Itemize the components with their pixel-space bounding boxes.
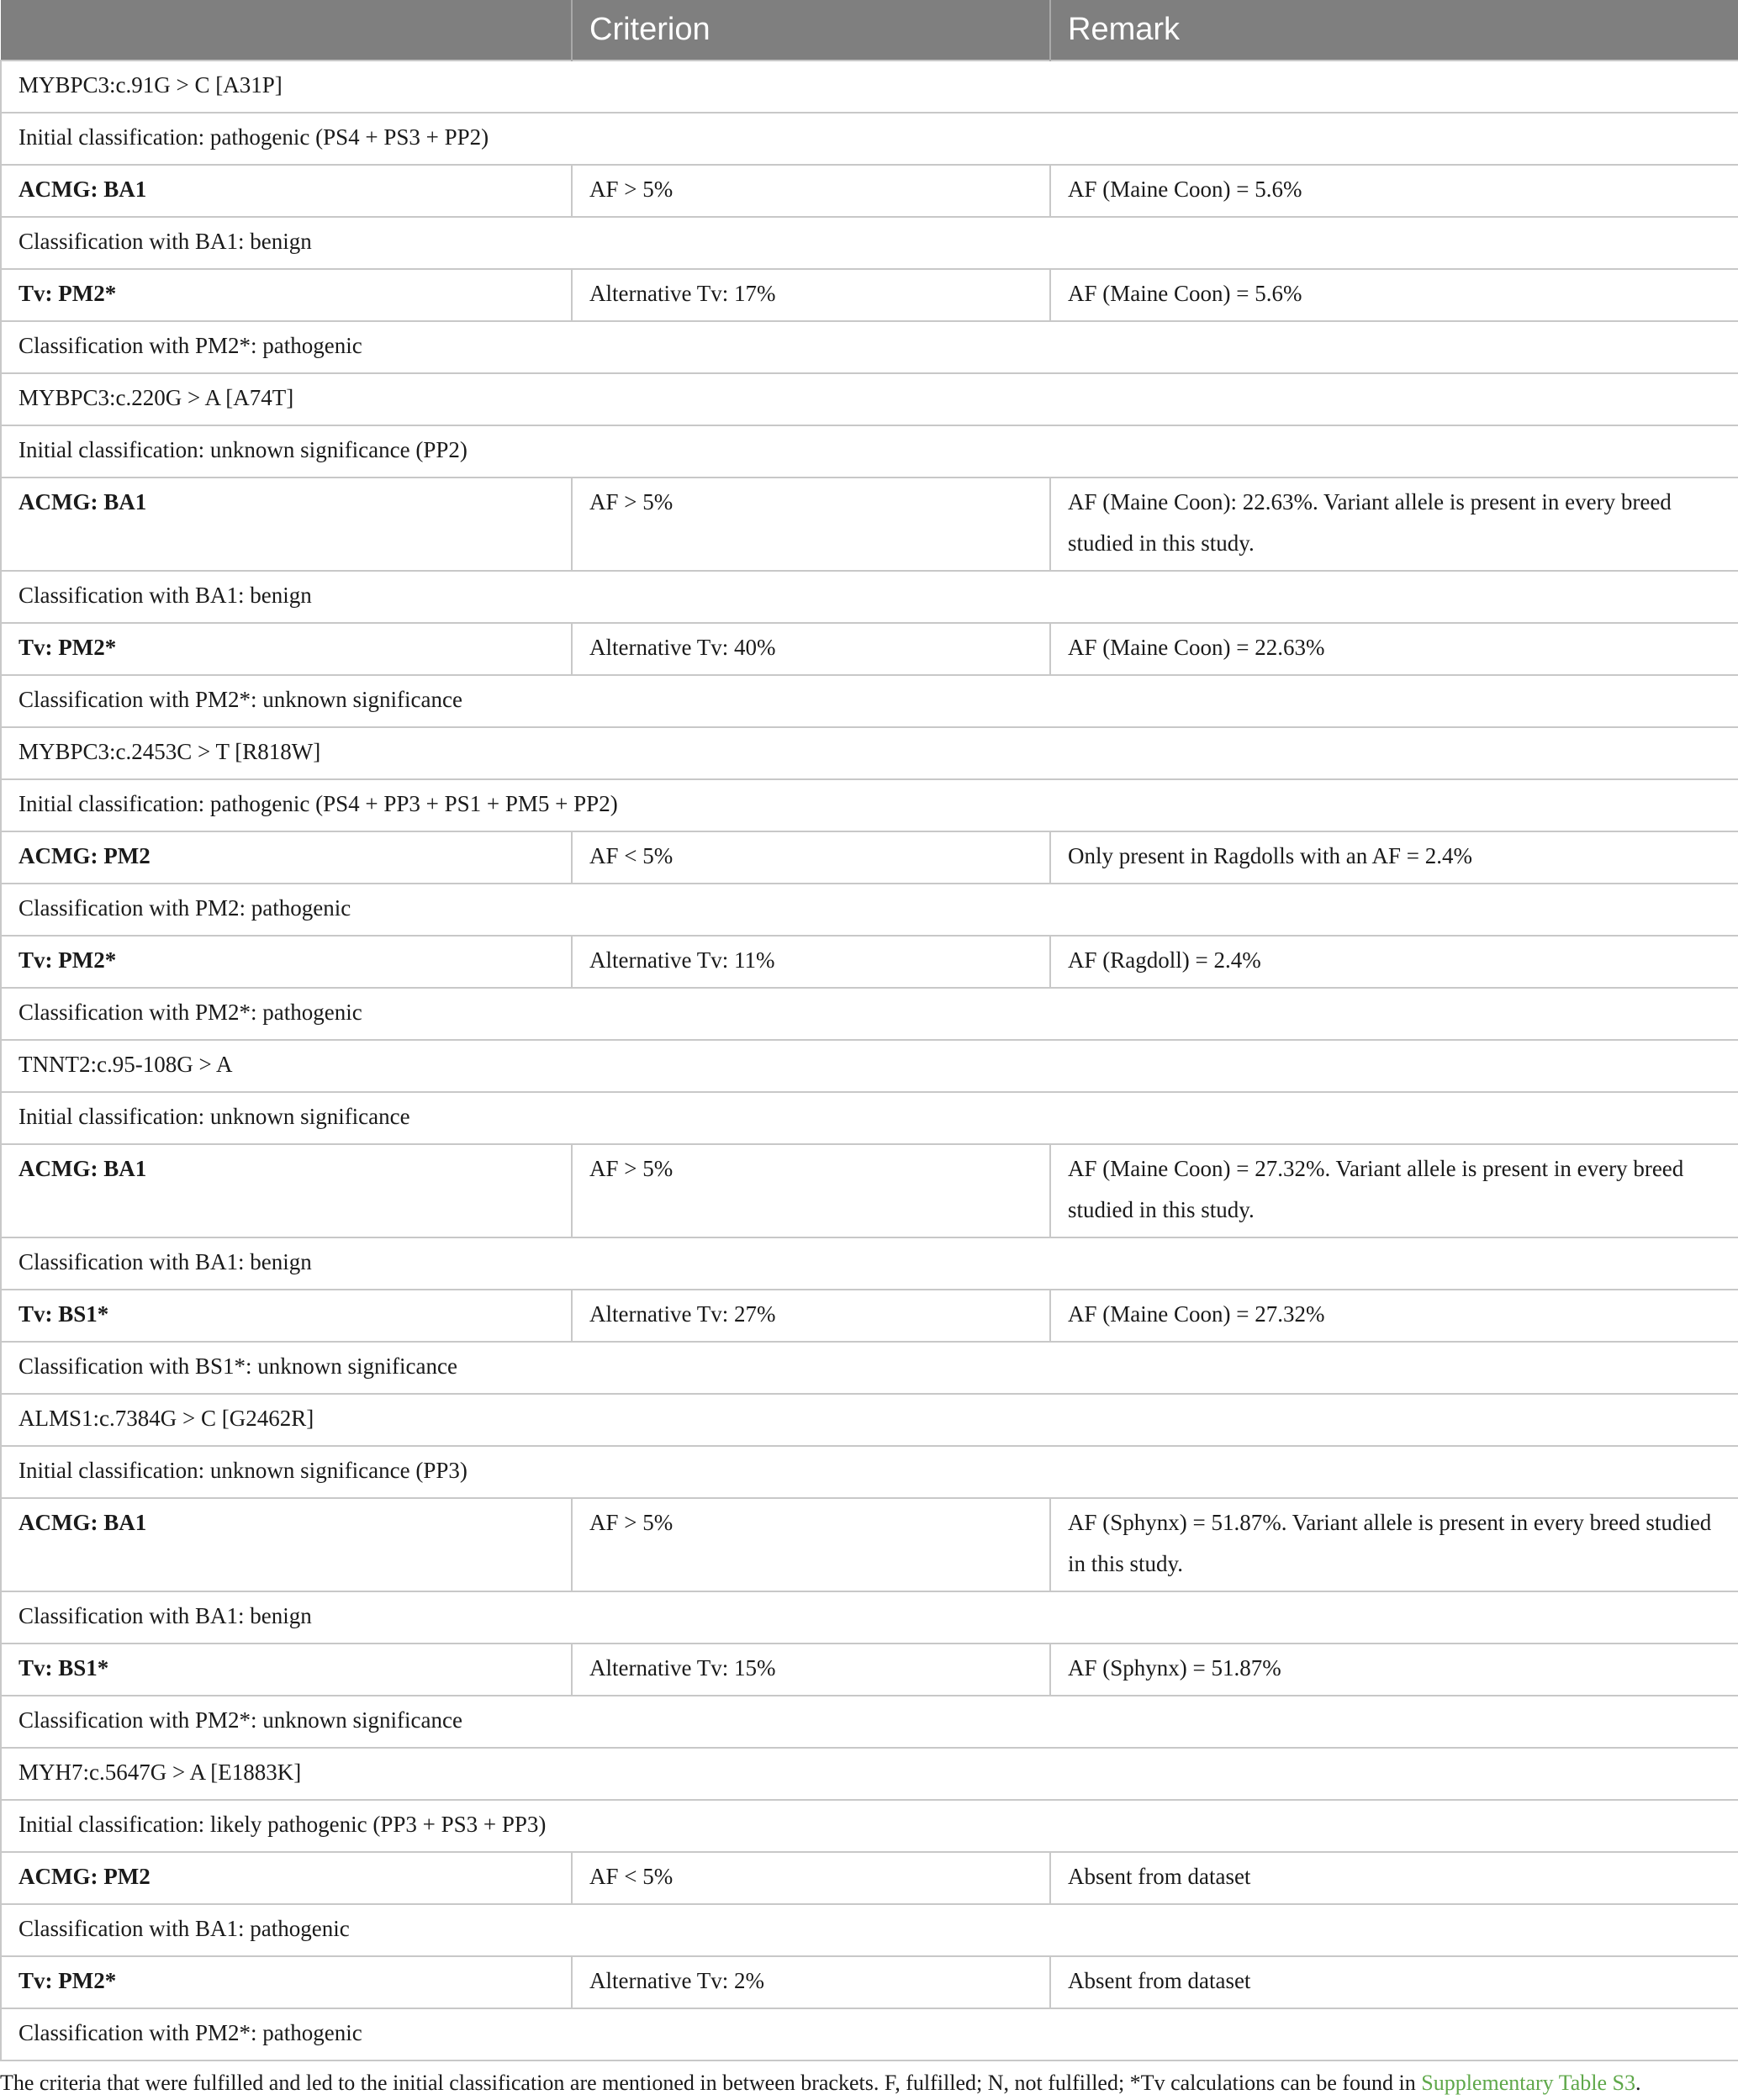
- row-label-cell: Classification with PM2: pathogenic: [1, 884, 1738, 936]
- remark-cell: AF (Maine Coon): 22.63%. Variant allele is present in every breed studied in this study.: [1050, 478, 1738, 571]
- table-row-label: [1, 1092, 1738, 1144]
- row-label-cell: Classification with PM2*: unknown significance: [1, 1696, 1738, 1748]
- remark-cell: AF (Maine Coon) = 27.32%: [1050, 1290, 1738, 1342]
- table-row-label: [1, 779, 1738, 831]
- criterion-code-cell: Tv: BS1*: [1, 1644, 572, 1696]
- table-row-label: [1, 727, 1738, 779]
- table-row-label: [1, 61, 1738, 113]
- table-body: [1, 61, 1738, 2060]
- table-row-criterion: [1, 269, 1738, 321]
- table-row-criterion: [1, 1498, 1738, 1591]
- criterion-cell: AF < 5%: [572, 1852, 1050, 1904]
- criterion-code-cell: Tv: PM2*: [1, 269, 572, 321]
- criterion-code-cell: Tv: PM2*: [1, 623, 572, 675]
- row-label-cell: Initial classification: unknown significance (PP2): [1, 425, 1738, 478]
- remark-cell: Only present in Ragdolls with an AF = 2.4%: [1050, 831, 1738, 884]
- table-row-criterion: [1, 165, 1738, 217]
- row-label-cell: Initial classification: likely pathogenic (PP3 + PS3 + PP3): [1, 1800, 1738, 1852]
- remark-cell: Absent from dataset: [1050, 1852, 1738, 1904]
- criterion-code-cell: Tv: PM2*: [1, 936, 572, 988]
- table-header-row: [1, 0, 1738, 61]
- row-label-cell: Classification with BA1: pathogenic: [1, 1904, 1738, 1956]
- footnote-text: The criteria that were fulfilled and led to the initial classification are mentioned in between brackets. F, fulfilled; N, not fulfilled; *Tv calculations can be found in: [0, 2071, 1422, 2095]
- row-label-cell: ALMS1:c.7384G > C [G2462R]: [1, 1394, 1738, 1446]
- criterion-cell: Alternative Tv: 17%: [572, 269, 1050, 321]
- row-label-cell: Classification with BA1: benign: [1, 217, 1738, 269]
- table-row-label: [1, 1800, 1738, 1852]
- table-row-label: [1, 321, 1738, 373]
- remark-cell: AF (Maine Coon) = 5.6%: [1050, 269, 1738, 321]
- criterion-cell: AF > 5%: [572, 165, 1050, 217]
- header-criterion: Criterion: [572, 0, 1050, 61]
- table-row-criterion: [1, 478, 1738, 571]
- criterion-cell: Alternative Tv: 15%: [572, 1644, 1050, 1696]
- table-row-label: [1, 1446, 1738, 1498]
- table-row-label: [1, 1696, 1738, 1748]
- row-label-cell: Classification with PM2*: pathogenic: [1, 321, 1738, 373]
- criterion-code-cell: Tv: BS1*: [1, 1290, 572, 1342]
- row-label-cell: Initial classification: pathogenic (PS4 + PS3 + PP2): [1, 113, 1738, 165]
- row-label-cell: MYBPC3:c.220G > A [A74T]: [1, 373, 1738, 425]
- row-label-cell: Classification with PM2*: pathogenic: [1, 2008, 1738, 2060]
- criterion-code-cell: ACMG: BA1: [1, 478, 572, 571]
- criterion-cell: Alternative Tv: 11%: [572, 936, 1050, 988]
- criterion-cell: Alternative Tv: 27%: [572, 1290, 1050, 1342]
- table-row-label: [1, 1237, 1738, 1290]
- table-row-criterion: [1, 1290, 1738, 1342]
- row-label-cell: Classification with PM2*: unknown significance: [1, 675, 1738, 727]
- remark-cell: AF (Maine Coon) = 5.6%: [1050, 165, 1738, 217]
- row-label-cell: Classification with PM2*: pathogenic: [1, 988, 1738, 1040]
- table-row-label: [1, 113, 1738, 165]
- row-label-cell: Classification with BS1*: unknown significance: [1, 1342, 1738, 1394]
- row-label-cell: MYBPC3:c.2453C > T [R818W]: [1, 727, 1738, 779]
- table-row-criterion: [1, 831, 1738, 884]
- table-row-label: [1, 2008, 1738, 2060]
- table-row-criterion: [1, 1144, 1738, 1237]
- row-label-cell: Initial classification: unknown significance: [1, 1092, 1738, 1144]
- table-row-label: [1, 988, 1738, 1040]
- criterion-code-cell: ACMG: PM2: [1, 831, 572, 884]
- header-variant: [1, 0, 572, 61]
- row-label-cell: Classification with BA1: benign: [1, 1237, 1738, 1290]
- criterion-cell: Alternative Tv: 2%: [572, 1956, 1050, 2008]
- table-row-label: [1, 1748, 1738, 1800]
- table-row-label: [1, 1904, 1738, 1956]
- table-row-label: [1, 373, 1738, 425]
- table-row-criterion: [1, 1644, 1738, 1696]
- remark-cell: AF (Sphynx) = 51.87%. Variant allele is present in every breed studied in this study.: [1050, 1498, 1738, 1591]
- remark-cell: AF (Ragdoll) = 2.4%: [1050, 936, 1738, 988]
- remark-cell: AF (Maine Coon) = 22.63%: [1050, 623, 1738, 675]
- table-row-label: [1, 1591, 1738, 1644]
- criterion-cell: AF > 5%: [572, 478, 1050, 571]
- table-row-label: [1, 425, 1738, 478]
- table-row-criterion: [1, 1852, 1738, 1904]
- criterion-code-cell: ACMG: BA1: [1, 1144, 572, 1237]
- supplementary-table-link[interactable]: Supplementary Table S3: [1421, 2071, 1636, 2095]
- table-footnote: [0, 2061, 1738, 2100]
- row-label-cell: Initial classification: unknown significance (PP3): [1, 1446, 1738, 1498]
- remark-cell: AF (Maine Coon) = 27.32%. Variant allele is present in every breed studied in this study.: [1050, 1144, 1738, 1237]
- criterion-code-cell: ACMG: BA1: [1, 1498, 572, 1591]
- table-row-label: [1, 1040, 1738, 1092]
- header-remark: Remark: [1050, 0, 1738, 61]
- table-row-label: [1, 675, 1738, 727]
- table-row-label: [1, 884, 1738, 936]
- table-row-label: [1, 217, 1738, 269]
- criterion-code-cell: Tv: PM2*: [1, 1956, 572, 2008]
- row-label-cell: Initial classification: pathogenic (PS4 + PP3 + PS1 + PM5 + PP2): [1, 779, 1738, 831]
- criterion-cell: AF > 5%: [572, 1144, 1050, 1237]
- criterion-cell: Alternative Tv: 40%: [572, 623, 1050, 675]
- remark-cell: AF (Sphynx) = 51.87%: [1050, 1644, 1738, 1696]
- table-row-criterion: [1, 1956, 1738, 2008]
- criterion-cell: AF > 5%: [572, 1498, 1050, 1591]
- criterion-cell: AF < 5%: [572, 831, 1050, 884]
- table-row-criterion: [1, 936, 1738, 988]
- criterion-code-cell: ACMG: PM2: [1, 1852, 572, 1904]
- criterion-code-cell: ACMG: BA1: [1, 165, 572, 217]
- row-label-cell: MYBPC3:c.91G > C [A31P]: [1, 61, 1738, 113]
- table-row-label: [1, 571, 1738, 623]
- remark-cell: Absent from dataset: [1050, 1956, 1738, 2008]
- table-row-label: [1, 1342, 1738, 1394]
- table-row-criterion: [1, 623, 1738, 675]
- row-label-cell: MYH7:c.5647G > A [E1883K]: [1, 1748, 1738, 1800]
- footnote-end: .: [1635, 2071, 1641, 2095]
- row-label-cell: TNNT2:c.95-108G > A: [1, 1040, 1738, 1092]
- table-row-label: [1, 1394, 1738, 1446]
- row-label-cell: Classification with BA1: benign: [1, 571, 1738, 623]
- row-label-cell: Classification with BA1: benign: [1, 1591, 1738, 1644]
